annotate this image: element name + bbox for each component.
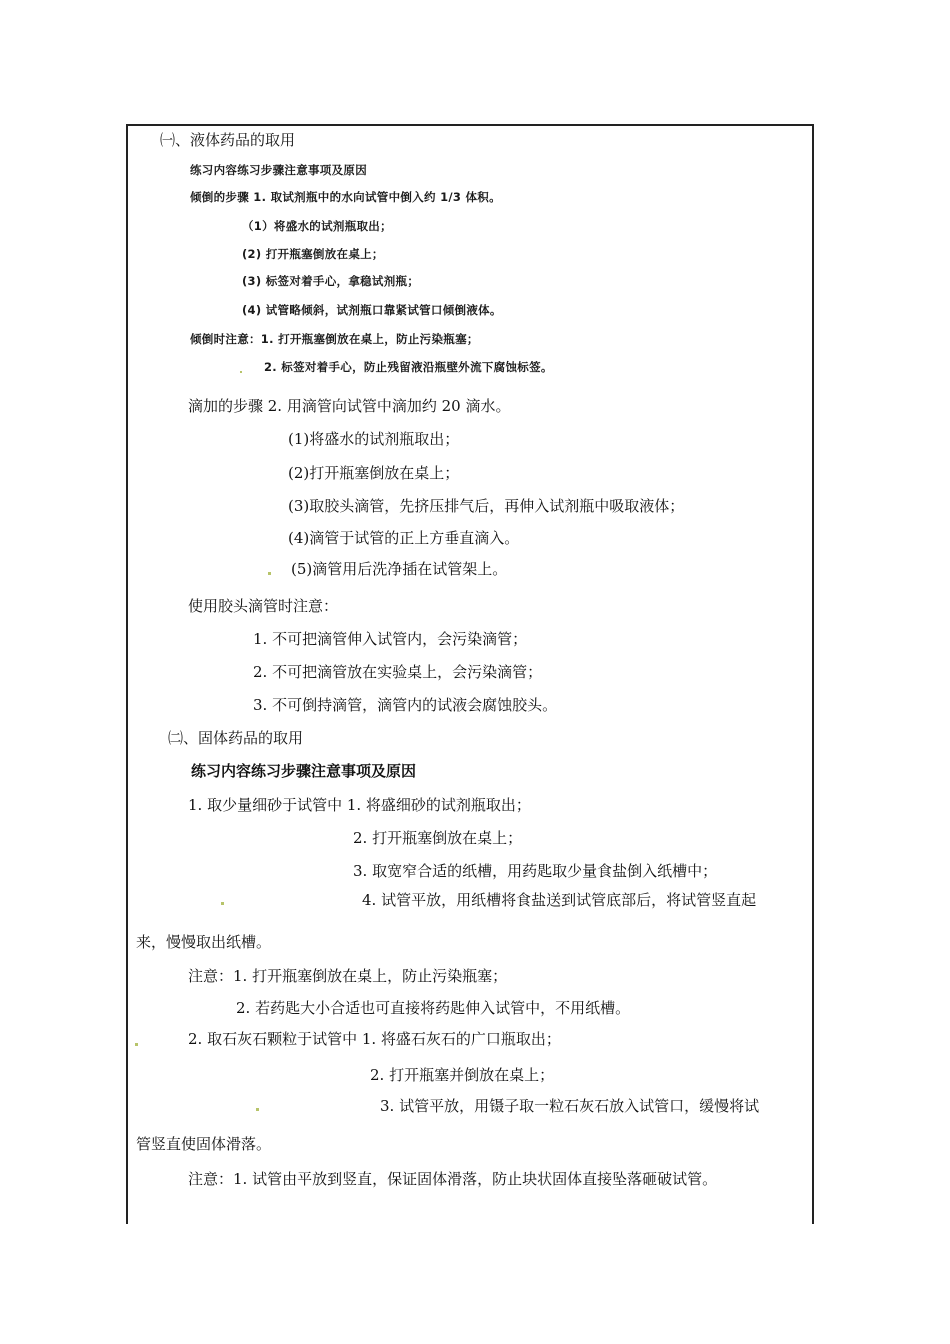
pour-note-2: 2. 标签对着手心，防止残留液沿瓶壁外流下腐蚀标签。 (264, 360, 553, 374)
dropper-note-2: 2. 不可把滴管放在实验桌上，会污染滴管； (253, 663, 543, 681)
lime-substep-2: 2. 打开瓶塞并倒放在桌上； (370, 1066, 555, 1084)
lime-substep-3: 3. 试管平放，用镊子取一粒石灰石放入试管口，缓慢将试 (380, 1097, 760, 1115)
drop-substep-1: (1)将盛水的试剂瓶取出； (288, 430, 460, 448)
dropper-note-1: 1. 不可把滴管伸入试管内，会污染滴管； (253, 630, 528, 648)
drop-substep-5: (5)滴管用后洗净插在试管架上。 (291, 560, 508, 578)
sand-substep-2: 2. 打开瓶塞倒放在桌上； (353, 829, 523, 847)
sand-note-1: 注意：1. 打开瓶塞倒放在桌上，防止污染瓶塞； (188, 967, 508, 985)
lime-substep-3-continued: 管竖直使固体滑落。 (136, 1135, 272, 1153)
scan-speck (240, 371, 242, 373)
sand-note-2: 2. 若药匙大小合适也可直接将药匙伸入试管中，不用纸槽。 (236, 999, 631, 1017)
pour-substep-4: (4) 试管略倾斜，试剂瓶口靠紧试管口倾倒液体。 (242, 303, 502, 317)
lime-note: 注意：1. 试管由平放到竖直，保证固体滑落，防止块状固体直接坠落砸破试管。 (188, 1170, 718, 1188)
solid-table-header: 练习内容练习步骤注意事项及原因 (191, 762, 417, 780)
solid-section-heading: ㈡、固体药品的取用 (168, 729, 304, 747)
drop-substep-4: (4)滴管于试管的正上方垂直滴入。 (288, 529, 520, 547)
dropper-note-title: 使用胶头滴管时注意： (188, 597, 339, 615)
pour-substep-1: （1）将盛水的试剂瓶取出； (242, 219, 392, 233)
sand-step: 1. 取少量细砂于试管中 1. 将盛细砂的试剂瓶取出； (188, 796, 531, 814)
scan-speck (135, 1043, 138, 1046)
scan-speck (256, 1108, 259, 1111)
sand-substep-3: 3. 取宽窄合适的纸槽，用药匙取少量食盐倒入纸槽中； (353, 862, 718, 880)
dropper-note-3: 3. 不可倒持滴管，滴管内的试液会腐蚀胶头。 (253, 696, 558, 714)
sand-substep-4: 4. 试管平放，用纸槽将食盐送到试管底部后，将试管竖直起 (362, 891, 757, 909)
drop-step: 滴加的步骤 2. 用滴管向试管中滴加约 20 滴水。 (188, 397, 511, 415)
liquid-section-heading: ㈠、液体药品的取用 (160, 131, 296, 149)
sand-substep-4-continued: 来，慢慢取出纸槽。 (136, 933, 272, 951)
pour-step: 倾倒的步骤 1. 取试剂瓶中的水向试管中倒入约 1/3 体积。 (190, 190, 501, 204)
pour-substep-2: (2) 打开瓶塞倒放在桌上； (242, 247, 384, 261)
scan-speck (268, 572, 271, 575)
pour-substep-3: (3) 标签对着手心，拿稳试剂瓶； (242, 274, 420, 288)
drop-substep-3: (3)取胶头滴管，先挤压排气后，再伸入试剂瓶中吸取液体； (288, 497, 685, 515)
scan-speck (221, 902, 224, 905)
pour-note-1: 倾倒时注意：1. 打开瓶塞倒放在桌上，防止污染瓶塞； (190, 332, 479, 346)
lime-step: 2. 取石灰石颗粒于试管中 1. 将盛石灰石的广口瓶取出； (188, 1030, 561, 1048)
liquid-table-header: 练习内容练习步骤注意事项及原因 (190, 163, 367, 177)
drop-substep-2: (2)打开瓶塞倒放在桌上； (288, 464, 460, 482)
